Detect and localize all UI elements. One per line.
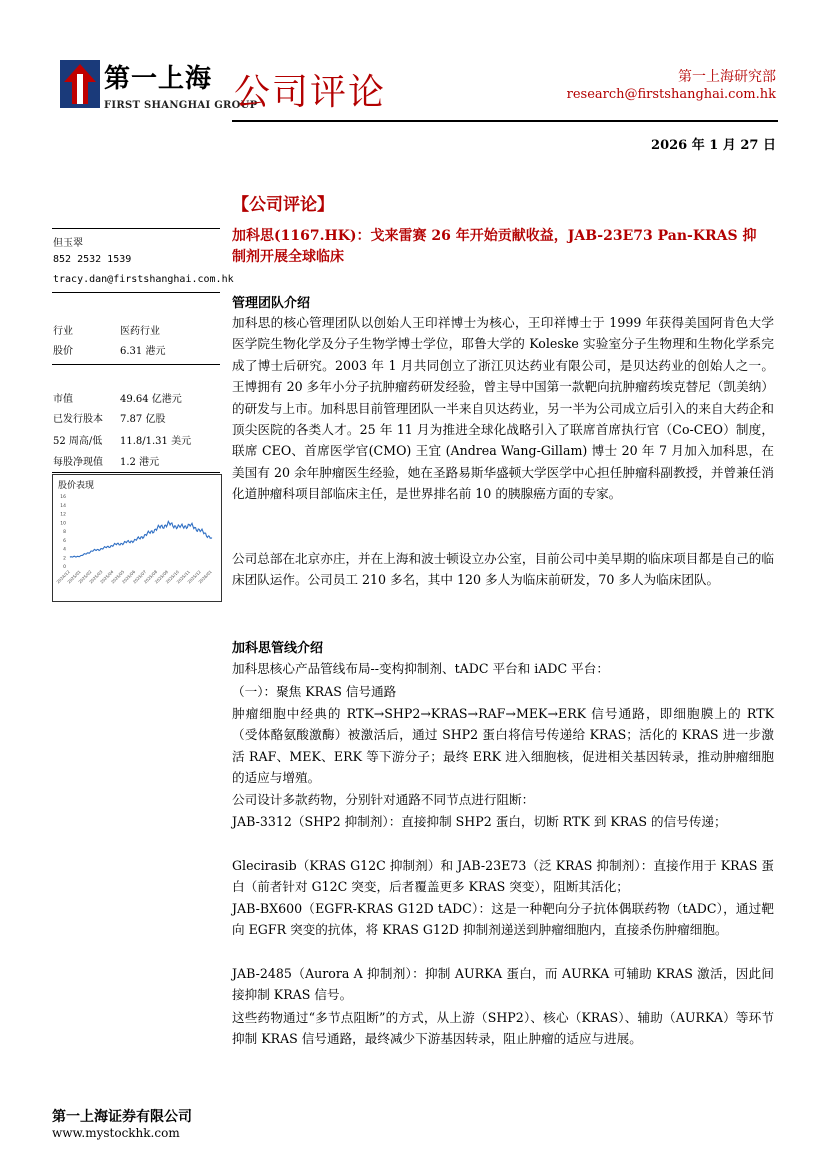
x-tick-label: 2025/04 [99,569,115,585]
sidebar-divider [52,472,220,473]
report-date: 2026 年 1 月 27 日 [651,138,776,153]
sidebar-divider [52,364,220,365]
stock-info-label: 股价 [53,346,73,357]
x-tick-label: 2025/10 [164,569,180,585]
y-tick-label: 2 [63,556,66,562]
y-tick-label: 10 [60,521,66,527]
x-tick-label: 2025/09 [153,569,170,585]
x-tick-label: 2025/12 [186,569,202,585]
research-email-link[interactable]: research@firstshanghai.com.hk [566,87,776,102]
paragraph: JAB-3312（SHP2 抑制剂）：直接抑制 SHP2 蛋白，切断 RTK 到 KRAS 的信号传递； [232,814,727,829]
section-title-pipeline: 加科思管线介绍 [232,641,324,656]
x-tick-label: 2025/01 [66,569,82,585]
analyst-email-link[interactable]: tracy.dan@firstshanghai.com.hk [53,274,234,285]
market-info-value: 11.8/1.31 美元 [120,436,192,447]
logo-chinese-name: 第一上海 [104,64,213,94]
paragraph: 公司设计多款药物，分别针对通路不同节点进行阻断： [232,792,535,807]
x-tick-label: 2025/06 [120,569,137,585]
x-tick-label: 2024/12 [55,569,71,585]
market-info-label: 每股净现值 [53,457,103,468]
footer-company-name: 第一上海证券有限公司 [52,1109,192,1125]
y-tick-label: 0 [63,565,66,570]
paragraph: 肿瘤细胞中经典的 RTK→SHP2→KRAS→RAF→MEK→ERK 信号通路，即细胞膜上的 RTK（受体酪氨酸激酶）被激活后，通过 SHP2 蛋白将信号传递给 KRAS；活化的 KRAS 进一步激活 RAF、MEK、ERK 等下游分子；最终 ERK 进入细胞核，促进相关基因转录，推动肿瘤细胞的适应与增殖。 [232,706,774,786]
logo-emblem-icon [60,60,100,108]
stock-info-label: 行业 [53,326,73,337]
section-tag: 【公司评论】 [232,195,334,215]
y-tick-label: 14 [60,503,66,509]
market-info-label: 52 周高/低 [53,436,103,447]
stock-info-value: 医药行业 [120,326,160,337]
logo-english-name: FIRST SHANGHAI GROUP [104,100,258,111]
x-tick-label: 2025/11 [175,569,191,585]
y-tick-label: 4 [63,547,66,553]
paragraph: 加科思核心产品管线布局--变构抑制剂、tADC 平台和 iADC 平台： [232,661,609,676]
sidebar-divider [52,228,220,229]
stock-price-chart [52,474,222,602]
market-info-label: 市值 [53,394,73,405]
report-headline: 加科思(1167.HK)：戈来雷赛 26 年开始贡献收益，JAB-23E73 Pan-KRAS 抑制剂开展全球临床 [232,228,757,265]
paragraph: 加科思的核心管理团队以创始人王印祥博士为核心，王印祥博士于 1999 年获得美国阿肯色大学医学院生物化学及分子生物学博士学位，耶鲁大学的 Koleske 实验室分子生物理和生物化学系完成了博士后研究。2003 年 1 月共同创立了浙江贝达药业有限公司，是贝达药业的创始人之一。王博拥有 20 多年小分子抗肿瘤药研发经验，曾主导中国第一款靶向抗肿瘤药埃克替尼（凯美纳）的研发与上市。加科思目前管理团队一半来自贝达药业，另一半为公司成立后引入的来自大药企和顶尖医院的各类人才。25 年 11 月为推进全球化战略引入了联席首席执行官（Co-CEO）制度，联席 CEO、首席医学官(CMO) 王宜 (Andrea Wang-Gillam) 博士 20 年 7 月加入加科思，在美国有 20 余年肿瘤医生经验，她在圣路易斯华盛顿大学医学中心担任肿瘤科副教授，并曾兼任消化道肿瘤科项目部临床主任，是世界排名前 10 的胰腺癌方面的专家。 [232,315,774,502]
x-tick-label: 2026/01 [197,569,213,585]
paragraph: JAB-BX600（EGFR-KRAS G12D tADC）：这是一种靶向分子抗体偶联药物（tADC），通过靶向 EGFR 突变的抗体，将 KRAS G12D 抑制剂递送到肿瘤细胞内，直接杀伤肿瘤细胞。 [232,901,774,938]
stock-info-value: 6.31 港元 [120,346,166,357]
y-tick-label: 6 [63,538,66,544]
x-tick-label: 2025/03 [88,569,104,585]
chart-title: 股价表现 [58,481,95,491]
market-info-label: 已发行股本 [53,414,103,425]
section-title-management: 管理团队介绍 [232,296,311,311]
sidebar-divider [52,292,220,293]
x-tick-label: 2025/05 [110,569,126,585]
market-info-value: 1.2 港元 [120,457,160,468]
analyst-phone: 852 2532 1539 [53,254,132,265]
header-divider [232,120,778,122]
market-info-value: 49.64 亿港元 [120,394,182,405]
analyst-name: 但玉翠 [53,238,83,249]
y-tick-label: 8 [63,530,66,535]
paragraph: （一）：聚焦 KRAS 信号通路 [232,684,397,699]
x-tick-label: 2025/07 [131,569,148,585]
market-info-value: 7.87 亿股 [120,414,166,425]
research-department: 第一上海研究部 [678,69,776,85]
paragraph: JAB-2485（Aurora A 抑制剂）：抑制 AURKA 蛋白，而 AURKA 可辅助 KRAS 激活，因此间接抑制 KRAS 信号。 [232,966,774,1003]
report-type-title: 公司评论 [234,72,387,113]
paragraph: 这些药物通过“多节点阻断”的方式，从上游（SHP2）、核心（KRAS）、辅助（AURKA）等环节抑制 KRAS 信号通路，最终减少下游基因转录，阻止肿瘤的适应与进展。 [232,1010,774,1047]
footer-website-link[interactable]: www.mystockhk.com [52,1126,180,1140]
y-tick-label: 16 [60,495,66,500]
y-tick-label: 12 [60,512,66,518]
paragraph: Glecirasib（KRAS G12C 抑制剂）和 JAB-23E73（泛 KRAS 抑制剂）：直接作用于 KRAS 蛋白（前者针对 G12C 突变，后者覆盖更多 KRAS 突变），阻断其活化； [232,858,774,895]
x-tick-label: 2025/02 [77,569,93,585]
company-logo [60,58,258,118]
paragraph: 公司总部在北京亦庄，并在上海和波士顿设立办公室，目前公司中美早期的临床项目都是自己的临床团队运作。公司员工 210 多名，其中 120 多人为临床前研发，70 多人为临床团队。 [232,551,774,588]
x-tick-label: 2025/08 [142,569,159,585]
